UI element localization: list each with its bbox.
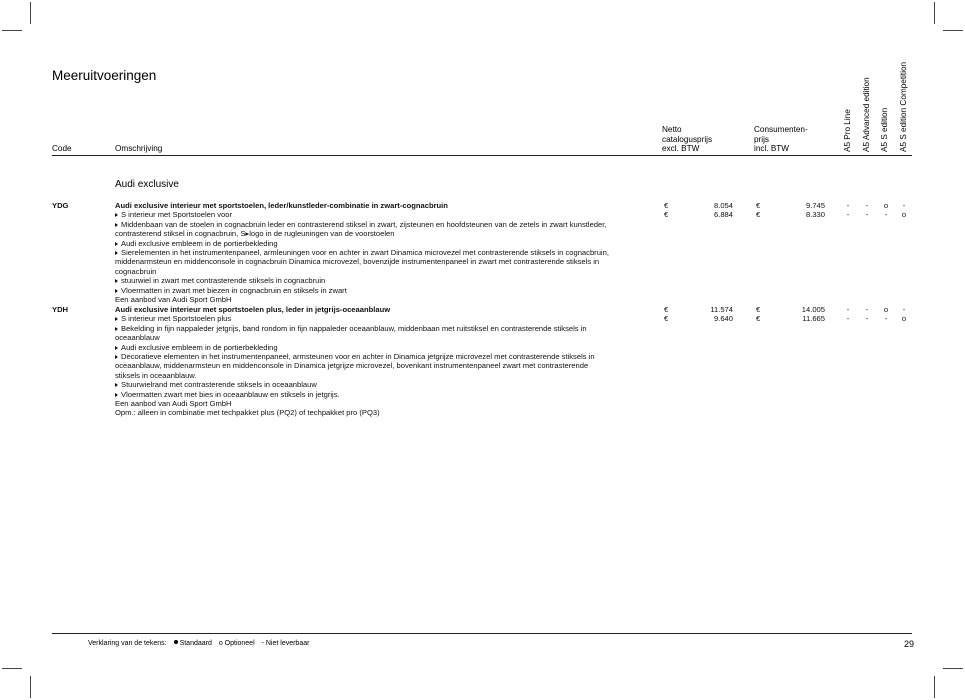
description-line: Opm.: alleen in combinatie met techpakket plus (PQ2) of techpakket pro (PQ3) — [115, 408, 380, 418]
column-header-net-price — [662, 125, 712, 154]
availability-mark: - — [902, 201, 906, 210]
column-header-description: Omschrijving — [115, 144, 163, 153]
consumer-price-line: incl. BTW — [754, 144, 790, 154]
consumer-price: 11.665 — [802, 314, 825, 323]
column-header-variant-pro-line: A5 Pro Line — [843, 109, 852, 152]
page-title: Meeruitvoeringen — [52, 68, 157, 83]
description-line: Decoratieve elementen in het instrumentenpaneel, armsteunen voor en achter in Dinamica jetgrijze microvezel met contrasterende stiksels in — [115, 352, 645, 361]
bullet-triangle-icon — [115, 242, 118, 246]
availability-mark: o — [883, 201, 889, 210]
section-title: Audi exclusive — [115, 179, 179, 190]
legend — [88, 640, 309, 647]
description-line: Een aanbod van Audi Sport GmbH — [115, 295, 232, 305]
availability-mark: o — [883, 305, 889, 314]
legend-standard: Standaard — [179, 640, 212, 647]
bullet-triangle-icon — [115, 279, 118, 283]
net-price: 9.640 — [713, 314, 733, 323]
description-line: cognacbruin — [115, 266, 157, 276]
currency-symbol: € — [664, 201, 669, 210]
footer-divider — [52, 633, 912, 634]
crop-mark — [934, 2, 935, 24]
description-line: oceaanblauw, middenarmsteun en middenconsole in Dinamica jetgrijze microvezel, bovenkant instrumentenpaneel zwart met contrasterende — [115, 361, 589, 371]
description-line: oceaanblauw — [115, 333, 160, 343]
option-code: YDG — [52, 201, 69, 210]
description-line: middenarmsteun en middenconsole in cognacbruin Dinamica microvezel, bovenzijde instrumentenpaneel in zwart met contrasterende stiksels in — [115, 257, 600, 267]
currency-symbol: € — [756, 210, 761, 219]
price-row — [0, 210, 965, 220]
bullet-triangle-icon — [115, 346, 118, 350]
bullet-triangle-icon — [115, 223, 118, 227]
page-number: 29 — [904, 639, 915, 649]
net-price-line: catalogusprijs — [662, 134, 713, 144]
description-line: Audi exclusive embleem in de portierbekleding — [115, 343, 645, 352]
crop-mark — [943, 30, 963, 31]
availability-mark: - — [865, 201, 869, 210]
legend-not-available: - Niet leverbaar — [261, 640, 310, 647]
description-line: Audi exclusive interieur met sportstoelen plus, leder in jetgrijs-oceaanblauw — [115, 305, 391, 314]
availability-mark: - — [902, 305, 906, 314]
legend-optional: o Optioneel — [218, 640, 255, 647]
column-header-code: Code — [52, 144, 72, 153]
bullet-triangle-icon — [115, 393, 118, 397]
crop-mark — [934, 676, 935, 698]
crop-mark — [30, 2, 31, 24]
availability-mark: - — [865, 314, 869, 323]
price-row — [0, 314, 965, 324]
column-header-variant-s-competition: A5 S edition Competition — [899, 61, 908, 152]
description-line: Een aanbod van Audi Sport GmbH — [115, 399, 232, 409]
description-line: S interieur met Sportstoelen plus — [115, 314, 645, 323]
availability-mark: - — [846, 305, 850, 314]
net-price: 11.574 — [710, 305, 733, 314]
availability-mark: - — [884, 210, 888, 219]
crop-mark — [2, 668, 22, 669]
column-header-variant-s-edition: A5 S edition — [880, 107, 889, 152]
bullet-triangle-icon — [115, 327, 118, 331]
description-line: S interieur met Sportstoelen voor — [115, 210, 645, 219]
bullet-triangle-icon — [115, 355, 118, 359]
net-price-line: excl. BTW — [662, 144, 700, 154]
description-line: Vloermatten zwart met bies in oceaanblauw en stiksels in jetgrijs. — [115, 390, 645, 399]
bullet-triangle-icon — [115, 289, 118, 293]
availability-mark: - — [846, 314, 850, 323]
crop-mark — [30, 676, 31, 698]
header-divider — [52, 155, 912, 156]
description-line: Stuurwielrand met contrasterende stiksels in oceaanblauw — [115, 380, 645, 389]
currency-symbol: € — [756, 314, 761, 323]
currency-symbol: € — [664, 314, 669, 323]
crop-mark — [943, 668, 963, 669]
column-header-variant-advanced: A5 Advanced edition — [862, 77, 871, 152]
currency-symbol: € — [664, 210, 669, 219]
description-line: Audi exclusive interieur met sportstoelen, leder/kunstleder-combinatie in zwart-cognacbruin — [115, 201, 448, 210]
currency-symbol: € — [756, 201, 761, 210]
description-line: Vloermatten in zwart met biezen in cognacbruin en stiksels in zwart — [115, 286, 645, 295]
availability-mark: - — [884, 314, 888, 323]
option-code: YDH — [52, 305, 69, 314]
availability-mark: - — [865, 210, 869, 219]
net-price: 6.884 — [713, 210, 733, 219]
legend-label: Verklaring van de tekens: — [88, 640, 167, 647]
net-price: 8.054 — [713, 201, 733, 210]
availability-mark: o — [901, 210, 907, 219]
bullet-triangle-icon — [115, 251, 118, 255]
column-header-consumer-price — [754, 125, 808, 154]
currency-symbol: € — [756, 305, 761, 314]
availability-mark: - — [846, 201, 850, 210]
crop-mark — [2, 30, 22, 31]
consumer-price: 14.005 — [801, 305, 825, 314]
description-line: stuurwiel in zwart met contrasterende stiksels in cognacbruin — [115, 276, 645, 285]
consumer-price-line: prijs — [754, 134, 770, 144]
availability-mark: - — [846, 210, 850, 219]
consumer-price: 8.330 — [805, 210, 825, 219]
consumer-price-line: Consumenten- — [754, 125, 808, 134]
description-line: stiksels in oceaanblauw. — [115, 370, 197, 380]
description-line: Audi exclusive embleem in de portierbekleding — [115, 239, 645, 248]
standard-dot-icon — [174, 640, 178, 644]
description-line: contrasterend stiksel in cognacbruin, S▸logo in de rugleuningen van de voorstoelen — [115, 229, 395, 239]
description-line: Bekelding in fijn nappaleder jetgrijs, band rondom in fijn nappaleder oceaanblauw, middenbaan met ruitstiksel en contrasterende stiksels in — [115, 324, 645, 333]
net-price-line: Netto — [662, 125, 682, 134]
availability-mark: - — [865, 305, 869, 314]
currency-symbol: € — [664, 305, 669, 314]
bullet-triangle-icon — [115, 383, 118, 387]
description-line: Sierelementen in het instrumentenpaneel, armleuningen voor en achter in zwart Dinamica microvezel met contrasterende stiksels in cognacbruin, — [115, 248, 645, 257]
availability-mark: o — [901, 314, 907, 323]
consumer-price: 9.745 — [805, 201, 825, 210]
description-line: Middenbaan van de stoelen in cognacbruin leder en contrasterend stiksel in zwart, zijsteunen en hoofdsteunen van de zetels in zwart kunstleder, — [115, 220, 645, 229]
